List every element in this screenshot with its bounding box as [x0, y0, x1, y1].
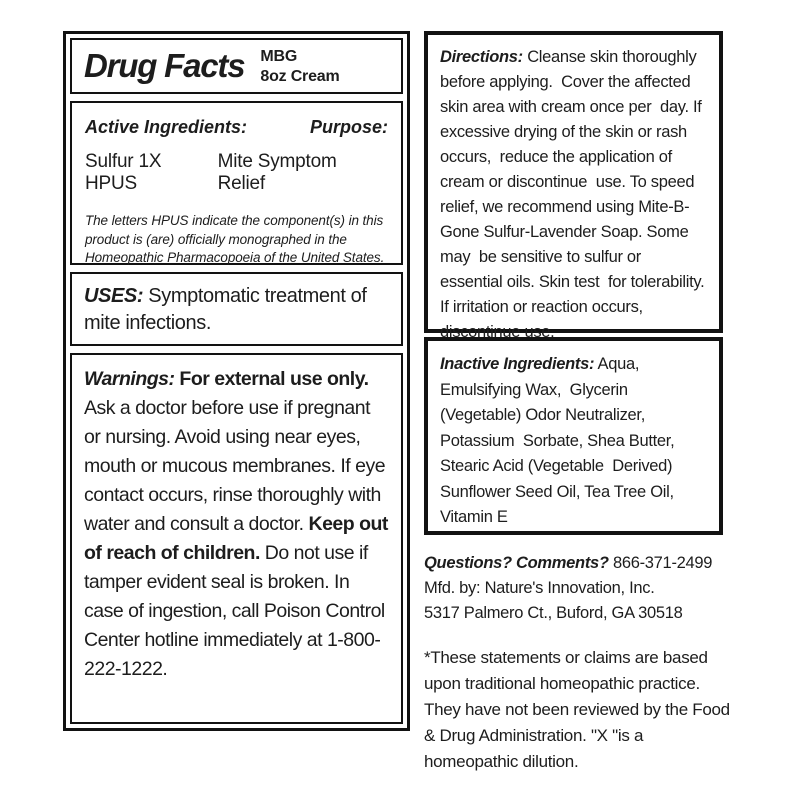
disclaimer-block: [424, 645, 738, 775]
warnings-box: [70, 353, 403, 724]
warnings-text: Ask a doctor before use if pregnant or nursing. Avoid using near eyes, mouth or mucous membranes. If eye contact occurs, rinse thoroughly with water and consult a doctor.: [84, 397, 390, 535]
drug-facts-title: Drug Facts: [84, 47, 245, 84]
warnings-heading: Warnings:: [84, 368, 175, 390]
purpose-value: Mite Symptom Relief: [217, 151, 337, 194]
contact-line: [424, 551, 726, 576]
active-ingredients-box: [70, 101, 403, 265]
drug-facts-panel: [63, 31, 410, 731]
directions-box: [424, 31, 723, 341]
keep-out-of-reach-text: Keep out of reach of children.: [84, 513, 393, 564]
inactive-ingredients-heading: Inactive Ingredients:: [440, 355, 595, 373]
uses-text: Symptomatic treatment of mite infections.: [84, 285, 372, 334]
purpose-heading: Purpose:: [309, 117, 388, 137]
inactive-ingredients-box: [424, 337, 723, 535]
directions-heading: Directions:: [440, 48, 523, 66]
hpus-note: The letters HPUS indicate the component(s) in this product is (are) officially monographed in the Homeopathic Pharmacopoeia of the United States.: [85, 213, 387, 266]
contact-block: [424, 551, 726, 626]
directions-paragraph: [440, 45, 707, 345]
product-size: 8oz Cream: [260, 68, 340, 85]
disclaimer-text: *These statements or claims are based upon traditional homeopathic practice. They have not been reviewed by the Food & Drug Administration. "X "is a homeopathic dilution.: [424, 648, 735, 771]
active-ingredients-heading: Active Ingredients:: [85, 117, 248, 137]
warnings-text-2: Do not use if tamper evident seal is broken. In case of ingestion, call Poison Control Center hotline immediately at 1-800-222-1222.: [84, 542, 390, 680]
product-name: MBG: [260, 48, 298, 65]
active-ingredients-value-row: [85, 151, 388, 195]
active-ingredients-heading-row: [85, 117, 388, 138]
warnings-lead-bold: For external use only.: [179, 368, 369, 390]
address-line: 5317 Palmero Ct., Buford, GA 30518: [424, 604, 683, 622]
inactive-ingredients-paragraph: [440, 352, 707, 531]
directions-text: Cleanse skin thoroughly before applying. Cover the affected skin area with cream once per day. If excessive drying of the skin or rash occurs, reduce the application of cream or discontinue use. To speed relief, we recommend using Mite-B-Gone Sulfur-Lavender Soap. Some may be sensitive to sulfur or essential oils. Skin test for tolerability. If irritation or reaction occurs, discontinue use.: [440, 48, 709, 341]
uses-paragraph: [84, 283, 389, 337]
warnings-paragraph: [84, 365, 393, 684]
product-info: [260, 45, 339, 87]
contact-phone: 866-371-2499: [612, 554, 713, 572]
questions-comments-heading: Questions? Comments?: [424, 554, 609, 572]
manufacturer-line: Mfd. by: Nature's Innovation, Inc.: [424, 579, 655, 597]
uses-box: [70, 272, 403, 346]
inactive-ingredients-text: Aqua, Emulsifying Wax, Glycerin (Vegetable) Odor Neutralizer, Potassium Sorbate, Shea Butter, Stearic Acid (Vegetable Derived) Sunflower Seed Oil, Tea Tree Oil, Vitamin E: [440, 355, 679, 526]
drug-facts-header-box: [70, 38, 403, 94]
active-ingredient-value: Sulfur 1X HPUS: [85, 151, 162, 194]
uses-heading: USES:: [84, 285, 144, 307]
